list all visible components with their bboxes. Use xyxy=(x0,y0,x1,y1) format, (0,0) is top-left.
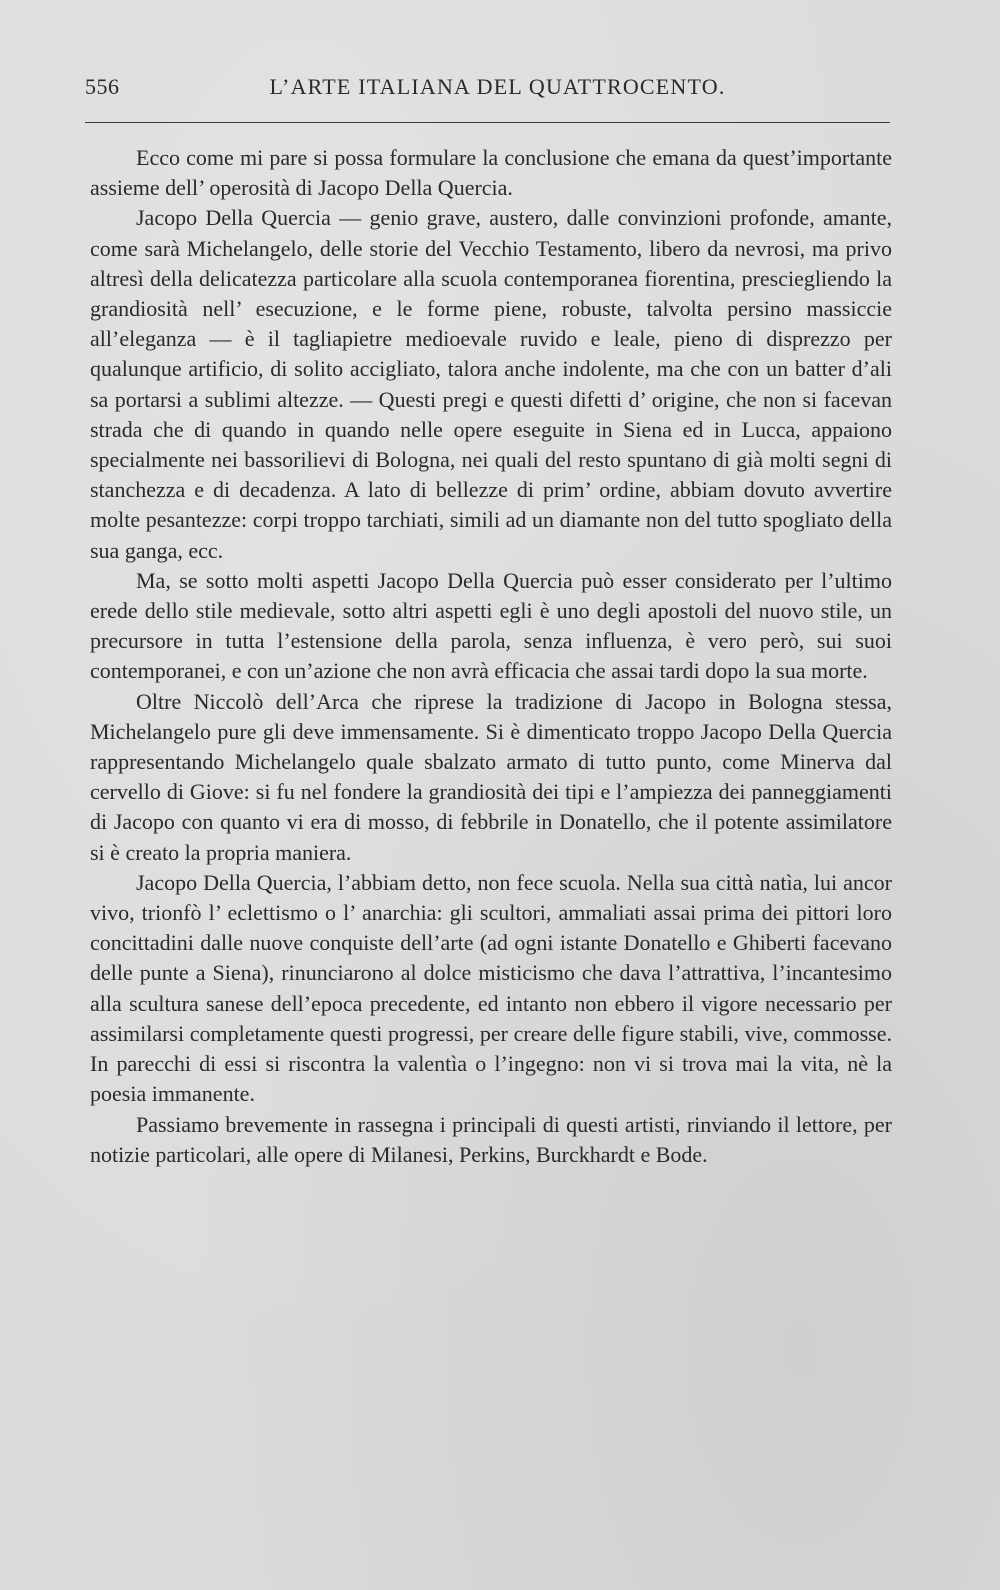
paragraph: Oltre Niccolò dell’Arca che riprese la tradizione di Jacopo in Bologna stessa, Michelangelo pure gli deve immensamente. Si è dimenticato troppo Jacopo Della Quercia rappresentando Michelangelo quale sbalzato armato di tutto punto, come Minerva dal cervello di Giove: si fu nel fondere la grandiosità dei tipi e l’ampiezza dei panneggiamenti di Jacopo con quanto vi era di mosso, di febbrile in Donatello, che il potente assimilatore si è creato la propria maniera. xyxy=(90,688,892,865)
page-header xyxy=(85,74,890,108)
running-title: L’ARTE ITALIANA DEL QUATTROCENTO. xyxy=(269,74,726,99)
paragraph: Passiamo brevemente in rassegna i principali di questi artisti, rinviando il lettore, per notizie particolari, alle opere di Milanesi, Perkins, Burckhardt e Bode. xyxy=(90,1111,892,1167)
page-number: 556 xyxy=(85,74,120,99)
body-text xyxy=(90,143,892,1170)
paragraph: Ma, se sotto molti aspetti Jacopo Della Quercia può esser considerato per l’ultimo erede dello stile medievale, sotto altri aspetti egli è uno degli apostoli del nuovo stile, un precursore in tutta l’estensione della parola, senza influenza, è vero però, sui suoi contemporanei, e con un’azione che non avrà efficacia che assai tardi dopo la sua morte. xyxy=(90,567,892,684)
paragraph: Ecco come mi pare si possa formulare la conclusione che emana da quest’importante assieme dell’ operosità di Jacopo Della Quercia. xyxy=(90,145,892,201)
paragraph: Jacopo Della Quercia — genio grave, austero, dalle convinzioni profonde, amante, come sarà Michelangelo, delle storie del Vecchio Testamento, libero da nevrosi, ma privo altresì della delicatezza particolare alla scuola contemporanea fiorentina, presciegliendo la grandiosità nell’ esecuzione, e le forme piene, robuste, talvolta persino massiccie all’eleganza — è il tagliapietre medioevale ruvido e leale, pieno di disprezzo per qualunque artificio, di solito accigliato, talora anche indolente, ma che con un batter d’ali sa portarsi a sublimi altezze. — Questi pregi e questi difetti d’ origine, che non si facevan strada che di quando in quando nelle opere eseguite in Siena ed in Lucca, appaiono specialmente nei bassorilievi di Bologna, nei quali del resto spuntano di già molti segni di stanchezza e di decadenza. A lato di bellezze di prim’ ordine, abbiam dovuto avvertire molte pesantezze: corpi troppo tarchiati, simili ad un diamante non del tutto spogliato della sua ganga, ecc. xyxy=(90,205,892,563)
paragraph: Jacopo Della Quercia, l’abbiam detto, non fece scuola. Nella sua città natìa, lui ancor vivo, trionfò l’ eclettismo o l’ anarchia: gli scultori, ammaliati assai prima dei pittori loro concittadini dalle nuove conquiste dell’arte (ad ogni istante Donatello e Ghiberti facevano delle punte a Siena), rinunciarono al dolce misticismo che dava l’attrattiva, l’incantesimo alla scultura sanese dell’epoca precedente, ed intanto non ebbero il vigore necessario per assimilarsi completamente questi progressi, per creare delle figure stabili, vive, commosse. In parecchi di essi si riscontra la valentìa o l’ingegno: non vi si trova mai la vita, nè la poesia immanente. xyxy=(90,869,892,1107)
header-rule xyxy=(85,122,890,123)
